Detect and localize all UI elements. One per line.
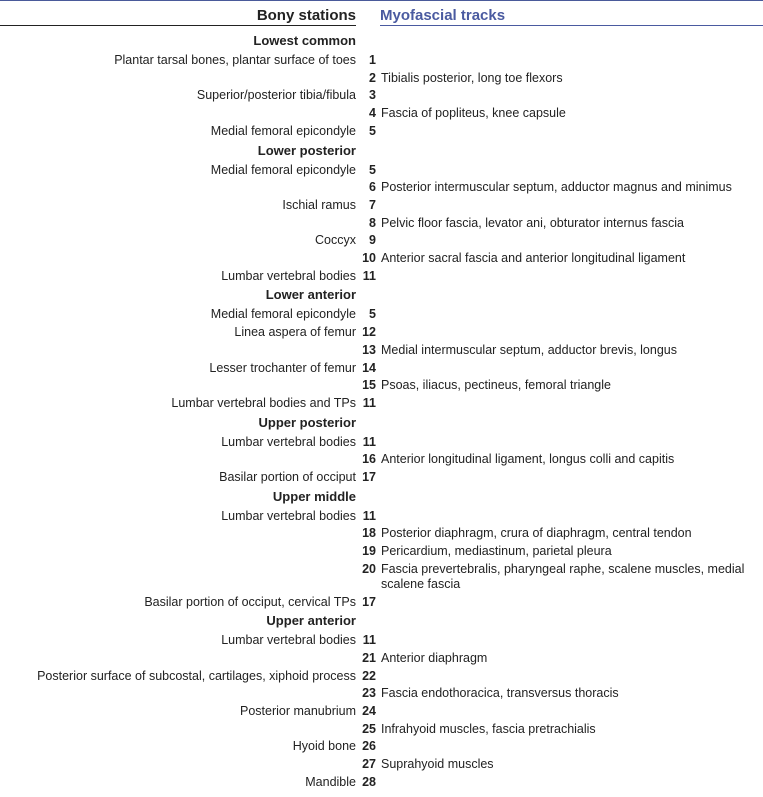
- bony-station: Lumbar vertebral bodies: [221, 434, 356, 449]
- section-title: Lower posterior: [257, 142, 356, 158]
- station-number: 8: [369, 215, 376, 230]
- myofascial-track: Medial intermuscular septum, adductor brevis, longus: [381, 342, 677, 357]
- bony-station: Hyoid bone: [292, 739, 356, 754]
- station-number: 4: [369, 106, 376, 121]
- bony-station: Medial femoral epicondyle: [210, 123, 356, 138]
- bony-station: Medial femoral epicondyle: [210, 162, 356, 177]
- section-title: Upper posterior: [258, 414, 356, 430]
- station-number: 26: [362, 739, 376, 754]
- myofascial-track: Pericardium, mediastinum, parietal pleura: [381, 544, 612, 559]
- station-number: 10: [362, 251, 376, 265]
- bony-station: Lumbar vertebral bodies and TPs: [171, 395, 356, 410]
- station-number: 11: [362, 268, 376, 283]
- station-number: 23: [362, 686, 376, 701]
- myofascial-track: Infrahyoid muscles, fascia pretrachialis: [381, 721, 596, 736]
- station-number: 11: [362, 633, 376, 648]
- bony-station: Lumbar vertebral bodies: [221, 268, 356, 283]
- myofascial-track: Psoas, iliacus, pectineus, femoral triangle: [381, 378, 611, 393]
- station-number: 27: [362, 757, 376, 772]
- bony-station: Ischial ramus: [282, 197, 356, 212]
- station-number: 18: [362, 526, 376, 541]
- myofascial-track: Tibialis posterior, long toe flexors: [381, 70, 563, 85]
- bony-station: Posterior manubrium: [239, 704, 356, 718]
- myofascial-track: Posterior intermuscular septum, adductor magnus and minimus: [381, 180, 732, 195]
- bony-station: Lumbar vertebral bodies: [221, 633, 356, 648]
- myofascial-track: Anterior longitudinal ligament, longus colli and capitis: [381, 452, 675, 467]
- bony-station: Mandible: [305, 774, 356, 789]
- bony-station: Basilar portion of occiput, cervical TPs: [144, 594, 356, 609]
- bony-stations-header: Bony stations: [0, 7, 356, 26]
- station-number: 19: [362, 544, 376, 559]
- station-number: 5: [369, 123, 376, 138]
- myofascial-track: Anterior diaphragm: [381, 650, 488, 665]
- station-number: 9: [369, 233, 376, 248]
- station-number: 1: [369, 53, 376, 67]
- station-number: 13: [362, 342, 376, 357]
- section-title: Lower anterior: [265, 287, 356, 303]
- station-number: 11: [362, 395, 376, 410]
- station-number: 15: [362, 378, 376, 393]
- myofascial-track: Posterior diaphragm, crura of diaphragm, central tendon: [381, 526, 692, 541]
- bony-station: Linea aspera of femur: [234, 325, 356, 340]
- station-number: 24: [362, 704, 376, 718]
- station-number: 2: [369, 70, 376, 85]
- station-number: 14: [362, 360, 376, 375]
- station-number: 16: [362, 452, 376, 467]
- myofascial-track: Suprahyoid muscles: [381, 757, 494, 772]
- bony-station: Lesser trochanter of femur: [209, 360, 356, 375]
- section-title: Upper middle: [272, 488, 356, 504]
- bony-station: Plantar tarsal bones, plantar surface of toes: [114, 53, 356, 67]
- myofascial-track: Fascia endothoracica, transversus thoracis: [381, 686, 619, 701]
- top-rule: [0, 0, 763, 1]
- station-number: 6: [369, 180, 376, 195]
- station-number: 12: [362, 325, 376, 340]
- station-number: 5: [369, 307, 376, 322]
- myofascial-track: Anterior sacral fascia and anterior longitudinal ligament: [381, 251, 686, 265]
- station-number: 11: [362, 508, 376, 523]
- section-title: Upper anterior: [266, 613, 356, 629]
- station-number: 21: [362, 650, 376, 665]
- myofascial-track: Fascia of popliteus, knee capsule: [381, 106, 566, 121]
- myofascial-track: Fascia prevertebralis, pharyngeal raphe, scalene muscles, medial scalene fascia: [381, 561, 745, 591]
- bony-station: Coccyx: [315, 233, 356, 248]
- bony-station: Superior/posterior tibia/fibula: [196, 88, 356, 103]
- station-number: 5: [369, 162, 376, 177]
- station-number: 17: [362, 470, 376, 484]
- myofascial-tracks-header: Myofascial tracks: [380, 7, 763, 26]
- station-number: 22: [362, 668, 376, 683]
- station-number: 7: [369, 197, 376, 212]
- station-number: 17: [362, 594, 376, 609]
- bony-station: Lumbar vertebral bodies: [221, 508, 356, 523]
- station-number: 3: [369, 88, 376, 103]
- station-number: 11: [362, 434, 376, 449]
- bony-station: Medial femoral epicondyle: [210, 307, 356, 322]
- station-number: 28: [362, 774, 376, 789]
- section-title: Lowest common: [253, 33, 356, 48]
- station-number: 25: [362, 721, 376, 736]
- bony-station: Basilar portion of occiput: [219, 470, 356, 484]
- bony-station: Posterior surface of subcostal, cartilages, xiphoid process: [37, 668, 356, 683]
- myofascial-track: Pelvic floor fascia, levator ani, obturator internus fascia: [381, 215, 684, 230]
- station-number: 20: [362, 561, 376, 576]
